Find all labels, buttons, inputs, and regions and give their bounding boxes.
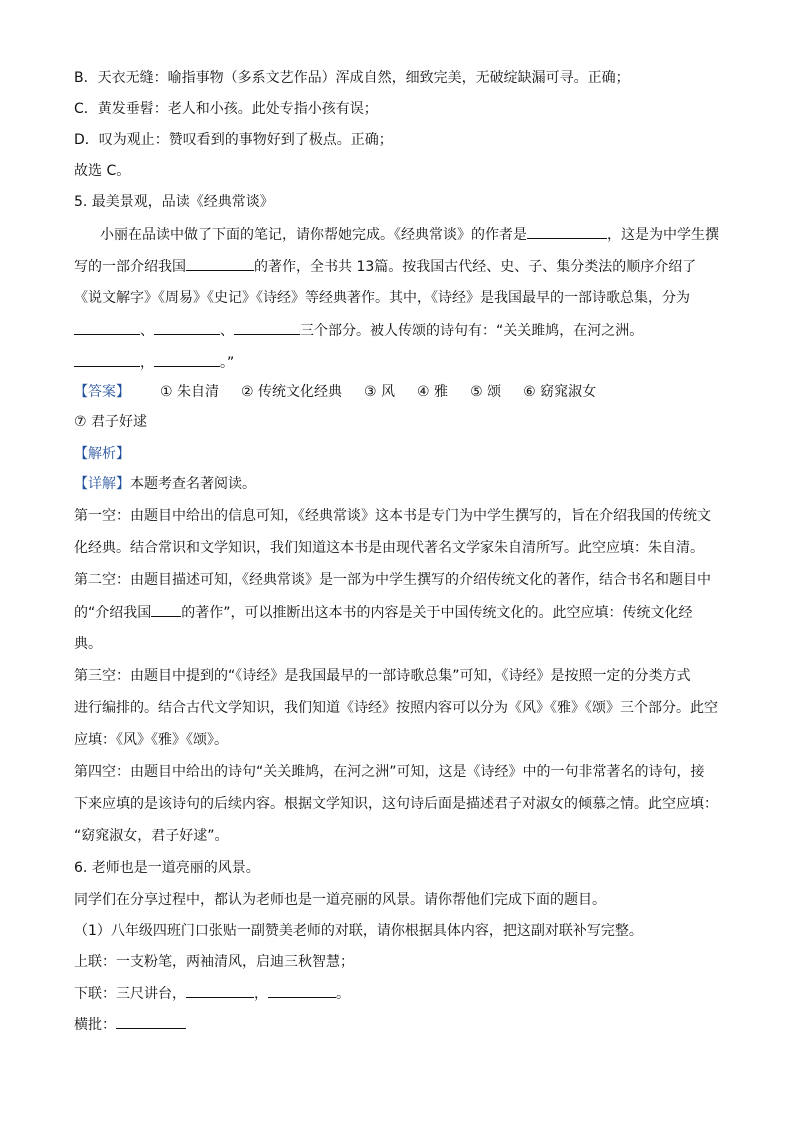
text-segment: 小丽在品读中做了下面的笔记，请你帮她完成。《经典常谈》的作者是	[100, 227, 527, 243]
question-6-title: 6. 老师也是一道亮丽的风景。	[74, 860, 260, 876]
analysis-label: 【解析】	[74, 446, 130, 462]
answer-number: ④	[417, 384, 430, 400]
answer-text: 颂	[482, 384, 502, 400]
answer-list	[74, 414, 169, 430]
question-5-para-line-1	[100, 224, 780, 245]
fill-blank	[116, 1014, 186, 1029]
fill-blank	[151, 602, 181, 617]
answer-item	[160, 382, 219, 402]
answer-label: 【答案】	[74, 384, 130, 400]
detail-line	[74, 474, 754, 494]
blank-2-explanation-c: 典。	[74, 636, 102, 652]
text-segment: ，这是为中学生撰	[607, 227, 719, 243]
text-segment: 本题考查名著阅读。	[130, 476, 256, 492]
answer-item	[523, 382, 596, 402]
text-segment: 、	[140, 323, 154, 339]
question-5-para-line-4	[74, 320, 754, 341]
answer-text: 传统文化经典	[253, 384, 343, 400]
fill-blank	[186, 256, 254, 271]
blank-3-explanation-a: 第三空：由题目中提到的“《诗经》是我国最早的一部诗歌总集”可知，《诗经》是按照一定的分类方式	[74, 668, 691, 684]
couplet-lower	[74, 983, 754, 1004]
answer-number: ②	[241, 384, 254, 400]
fill-blank	[186, 983, 254, 998]
answer-number: ①	[160, 384, 173, 400]
question-5-para-line-2	[74, 256, 754, 277]
blank-4-explanation-c: “窈窕淑女，君子好逑”。	[74, 828, 229, 844]
answer-text: 风	[376, 384, 396, 400]
text-segment: 横批：	[74, 1017, 116, 1033]
fill-blank	[154, 352, 220, 367]
fill-blank	[154, 320, 220, 335]
text-segment: 下联：三尺讲台，	[74, 986, 186, 1002]
analysis-heading	[74, 444, 754, 464]
answer-item	[241, 382, 342, 402]
couplet-upper: 上联：一支粉笔，两袖清风，启迪三秋智慧；	[74, 954, 354, 970]
question-5-para-line-5	[74, 352, 754, 373]
answer-text: 君子好逑	[86, 414, 148, 430]
text-segment: 三个部分。被人传颂的诗句有：“关关雎鸠，在河之洲。	[300, 323, 644, 339]
option-d-line: D．叹为观止：赞叹看到的事物好到了极点。正确；	[74, 132, 393, 148]
answer-item	[74, 412, 147, 432]
answer-choice-line: 故选 C。	[74, 163, 131, 179]
blank-1-explanation-b: 化经典。结合常识和文学知识，我们知道这本书是由现代著名文学家朱自清所写。此空应填：朱自清。	[74, 540, 704, 556]
text-segment: 的著作”，可以推断出这本书的内容是关于中国传统文化的。此空应填：传统文化经	[181, 605, 693, 621]
detail-label: 【详解】	[74, 476, 130, 492]
text-segment: 的著作，全书共 13篇。按我国古代经、史、子、集分类法的顺序介绍了	[254, 259, 697, 275]
answer-number: ⑥	[523, 384, 536, 400]
text-segment: ，	[140, 355, 154, 371]
fill-blank	[74, 320, 140, 335]
answer-number: ⑦	[74, 414, 87, 430]
question-5-title: 5. 最美景观，品读《经典常谈》	[74, 194, 274, 210]
fill-blank	[268, 983, 336, 998]
couplet-horizontal	[74, 1014, 754, 1035]
question-6-part-1: （1）八年级四班门口张贴一副赞美老师的对联，请你根据具体内容，把这副对联补写完整。	[74, 923, 643, 939]
blank-1-explanation-a: 第一空：由题目中给出的信息可知，《经典常谈》这本书是专门为中学生撰写的，旨在介绍我国的传统文	[74, 508, 711, 524]
answer-number: ⑤	[470, 384, 483, 400]
text-segment: 。	[336, 986, 350, 1002]
blank-3-explanation-c: 应填：《风》《雅》《颂》。	[74, 732, 228, 748]
text-segment: 写的一部介绍我国	[74, 259, 186, 275]
answer-text: 雅	[429, 384, 449, 400]
answer-text: 朱自清	[172, 384, 220, 400]
question-5-para-line-3: 《说文解字》《周易》《史记》《诗经》等经典著作。其中，《诗经》是我国最早的一部诗歌总集，分为	[74, 290, 690, 306]
answer-item	[364, 382, 395, 402]
answer-row	[74, 382, 754, 402]
fill-blank	[74, 352, 140, 367]
text-segment: ，	[254, 986, 268, 1002]
blank-4-explanation-b: 下来应填的是该诗句的后续内容。根据文学知识，这句诗后面是描述君子对淑女的倾慕之情。此空应填：	[74, 796, 718, 812]
option-b-line: B．天衣无缝：喻指事物（多系文艺作品）浑成自然，细致完美，无破绽缺漏可寻。正确；	[74, 70, 630, 86]
answer-number: ③	[364, 384, 377, 400]
answer-item	[470, 382, 501, 402]
text-segment: 。”	[220, 355, 235, 371]
blank-4-explanation-a: 第四空：由题目中给出的诗句“关关雎鸠，在河之洲”可知，这是《诗经》中的一句非常著名的诗句，接	[74, 764, 705, 780]
fill-blank	[234, 320, 300, 335]
answer-row-continued	[74, 412, 754, 432]
fill-blank	[527, 224, 607, 239]
answer-item	[417, 382, 448, 402]
answer-list	[160, 384, 618, 400]
text-segment: 的“介绍我国	[74, 605, 152, 621]
question-6-intro: 同学们在分享过程中，都认为老师也是一道亮丽的风景。请你帮他们完成下面的题目。	[74, 892, 606, 908]
blank-2-explanation-b	[74, 602, 754, 623]
option-c-line: C．黄发垂髫：老人和小孩。此处专指小孩有误；	[74, 101, 378, 117]
blank-3-explanation-b: 进行编排的。结合古代文学知识，我们知道《诗经》按照内容可以分为《风》《雅》《颂》三个部分。此空	[74, 700, 718, 716]
answer-text: 窈窕淑女	[535, 384, 597, 400]
text-segment: 、	[220, 323, 234, 339]
blank-2-explanation-a: 第二空：由题目描述可知，《经典常谈》是一部为中学生撰写的介绍传统文化的著作，结合书名和题目中	[74, 572, 711, 588]
